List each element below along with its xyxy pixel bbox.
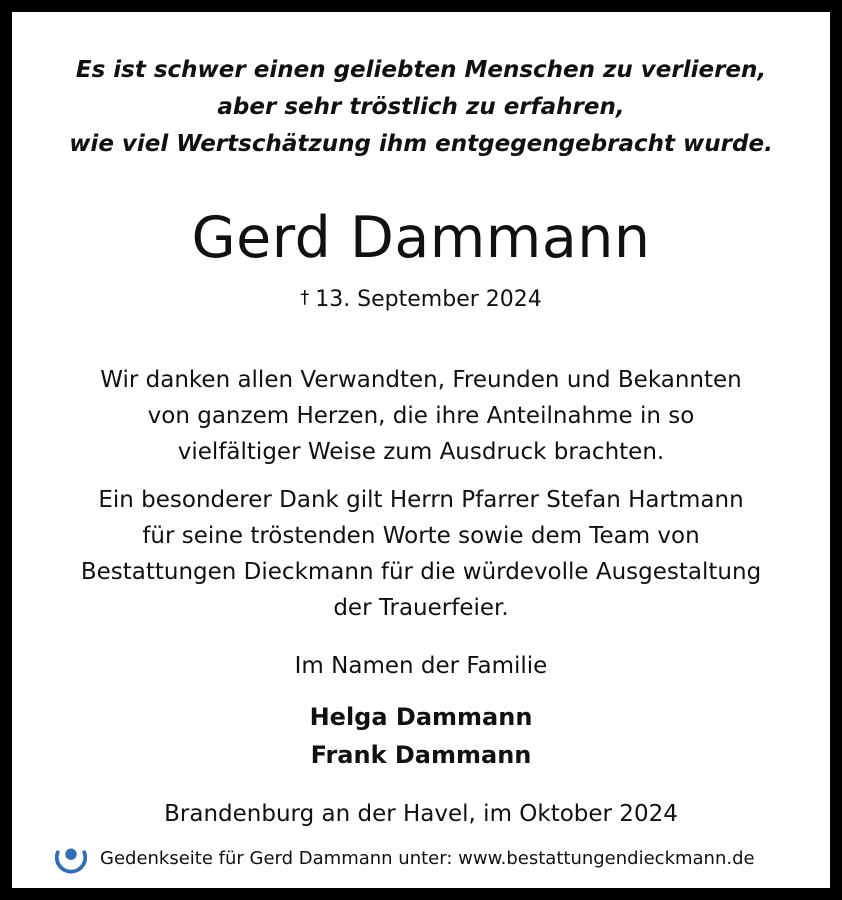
deceased-name: Gerd Dammann <box>191 205 651 271</box>
opening-quote <box>12 52 830 163</box>
obituary-card <box>12 12 830 888</box>
funeral-home-logo-icon <box>52 839 90 877</box>
death-date: 13. September 2024 <box>315 287 542 312</box>
place-and-date: Brandenburg an der Havel, im Oktober 2024 <box>164 801 678 827</box>
thanks-paragraph-1 <box>12 362 830 470</box>
text-line: Wir danken allen Verwandten, Freunden und Bekannten <box>100 367 742 393</box>
family-intro: Im Namen der Familie <box>294 653 548 679</box>
quote-line: Es ist schwer einen geliebten Menschen zu verlieren, <box>75 57 767 83</box>
text-line: Ein besonderer Dank gilt Herrn Pfarrer Stefan Hartmann <box>98 487 744 513</box>
text-line: vielfältiger Weise zum Ausdruck brachten. <box>177 439 665 465</box>
memorial-page-footer <box>52 838 755 878</box>
memorial-page-link[interactable]: Gedenkseite für Gerd Dammann unter: www.bestattungendieckmann.de <box>100 847 755 869</box>
thanks-paragraph-2 <box>12 482 830 626</box>
death-date-line <box>12 282 830 316</box>
text-line: von ganzem Herzen, die ihre Anteilnahme in so <box>147 403 695 429</box>
text-line: Bestattungen Dieckmann für die würdevolle Ausgestaltung <box>80 559 762 585</box>
signers <box>12 698 830 774</box>
quote-line: aber sehr tröstlich zu erfahren, <box>217 94 625 120</box>
signer-name: Frank Dammann <box>310 741 532 769</box>
cross-icon: † <box>300 287 310 308</box>
text-line: der Trauerfeier. <box>333 595 509 621</box>
signer-name: Helga Dammann <box>309 703 533 731</box>
quote-line: wie viel Wertschätzung ihm entgegengebracht wurde. <box>69 131 773 157</box>
text-line: für seine tröstenden Worte sowie dem Team von <box>142 523 700 549</box>
